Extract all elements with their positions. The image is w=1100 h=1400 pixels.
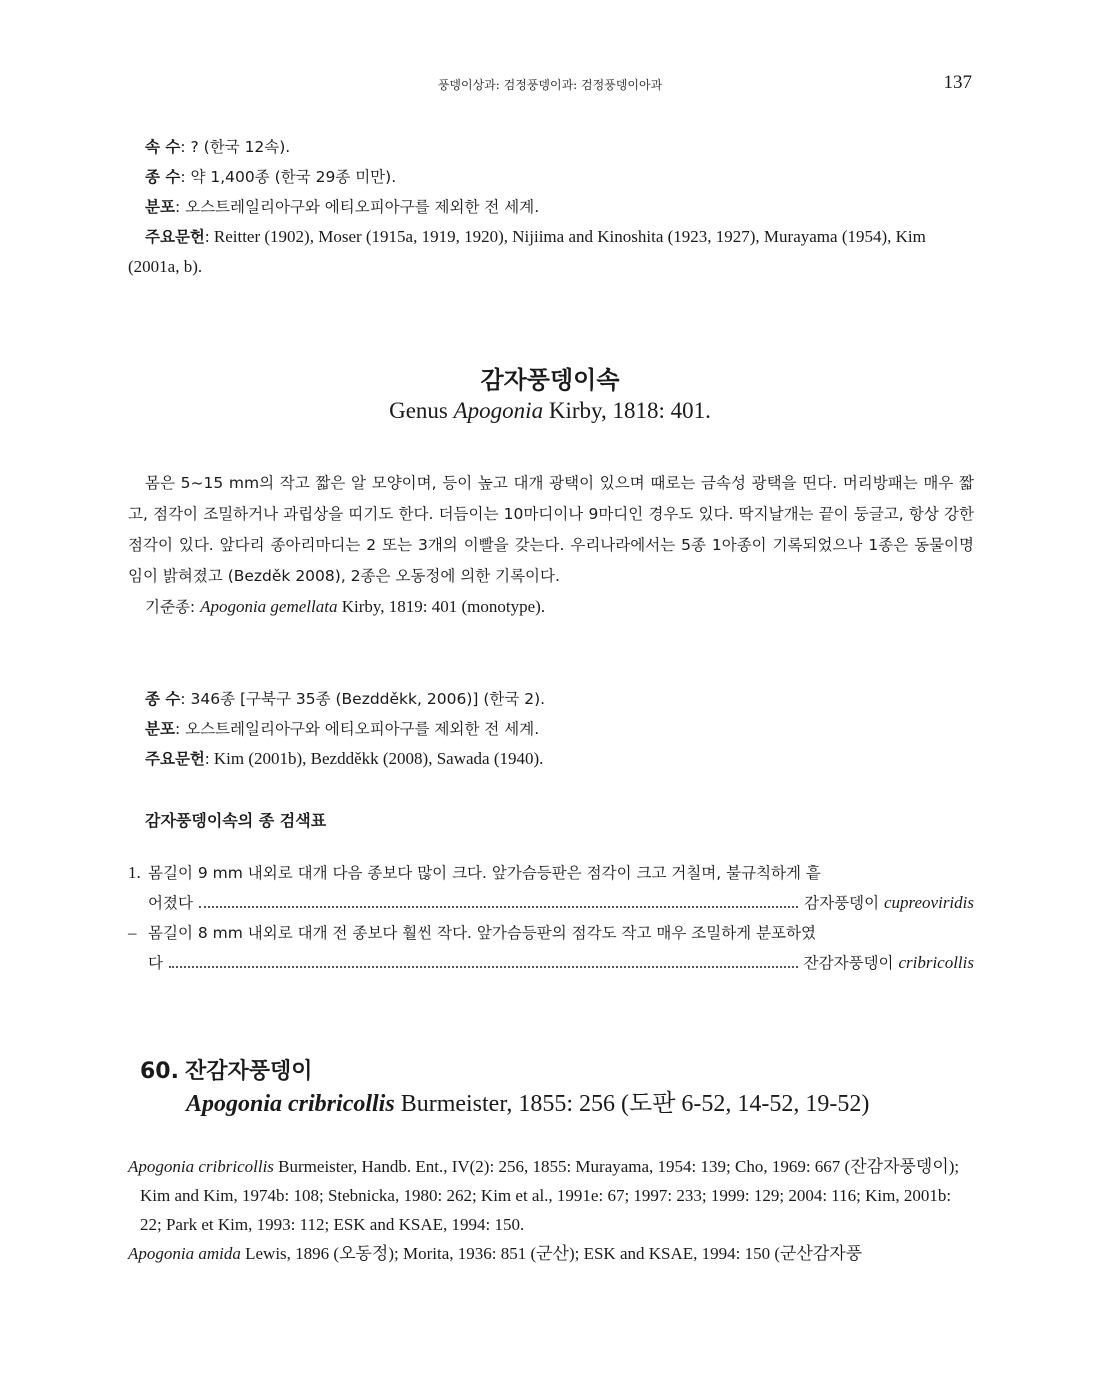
key-couplet-2: [128, 918, 974, 978]
genus-distribution-value: : 오스트레일리아구와 에티오피아구를 제외한 전 세계.: [174, 720, 540, 738]
genus-name: Apogonia: [453, 398, 544, 423]
page-number: 137: [943, 72, 972, 93]
synonym-name: Apogonia cribricollis: [128, 1157, 274, 1176]
key-mark: –: [128, 923, 137, 942]
genus-title-prefix: Genus: [389, 398, 454, 423]
species-count-label: 종 수: [145, 168, 181, 186]
synonymy-entry: [128, 1152, 974, 1239]
genus-references-line: [128, 744, 974, 774]
genus-references-value: : Kim (2001b), Bezdděkk (2008), Sawada (1940).: [204, 749, 544, 768]
synonym-name: Apogonia amida: [128, 1244, 241, 1263]
genus-distribution-line: [128, 714, 974, 744]
key-couplet-1: [128, 858, 974, 918]
genus-description: 몸은 5~15 mm의 작고 짧은 알 모양이며, 등이 높고 대개 광택이 있으며 때로는 금속성 광택을 띤다. 머리방패는 매우 짧고, 점각이 조밀하거나 과립상을 띠기도 한다. 더듬이는 10마디이나 9마디인 경우도 있다. 딱지날개는 끝이 둥글고, 항상 강한 점각이 있다. 앞다리 종아리마디는 2 또는 3개의 이빨을 갖는다. 우리나라에서는 5종 1아종이 기록되었으나 1종은 동물이명임이 밝혀졌고 (Bezděk 2008), 2종은 오동정에 의한 기록이다.: [128, 474, 974, 585]
family-info: [128, 132, 974, 282]
key-result: [804, 948, 974, 978]
key-text-cont: 어졌다: [148, 894, 193, 912]
synonym-text: Lewis, 1896 (오동정); Morita, 1936: 851 (군산); ESK and KSAE, 1994: 150 (군산감자풍: [240, 1244, 863, 1263]
genus-info: [128, 684, 974, 774]
type-species-name: Apogonia gemellata: [200, 597, 338, 616]
species-heading-line1: [140, 1055, 869, 1088]
distribution-value: : 오스트레일리아구와 에티오피아구를 제외한 전 세계.: [174, 198, 540, 216]
genus-title-suffix: Kirby, 1818: 401.: [543, 398, 711, 423]
species-key: [128, 806, 974, 978]
synonymy-list: [128, 1152, 974, 1268]
key-result-latin: cupreoviridis: [883, 893, 974, 912]
species-count-value: : 약 1,400종 (한국 29종 미만).: [180, 168, 397, 186]
key-mark: 1.: [128, 863, 141, 882]
key-leader: [148, 948, 974, 978]
type-species-prefix: 기준종:: [145, 598, 201, 616]
key-text: 몸길이 9 mm 내외로 대개 다음 종보다 많이 크다. 앞가슴등판은 점각이 크고 거칠며, 불규칙하게 흩: [148, 864, 821, 882]
key-leader: [148, 888, 974, 918]
species-count-line: [128, 162, 974, 192]
leader-dots: [169, 965, 798, 968]
key-result: [804, 888, 974, 918]
key-heading: 감자풍뎅이속의 종 검색표: [145, 811, 327, 830]
genus-distribution-label: 분포: [145, 720, 175, 738]
genus-species-value: : 346종 [구북구 35종 (Bezdděkk, 2006)] (한국 2).: [180, 690, 546, 708]
species-name-latin: Apogonia cribricollis: [186, 1091, 395, 1117]
species-number: 60.: [140, 1059, 179, 1084]
genus-title-ko: 감자풍뎅이속: [480, 366, 620, 394]
genera-count-value: : ? (한국 12속).: [180, 138, 291, 156]
species-author: Burmeister, 1855: 256 (도판 6-52, 14-52, 19-52): [394, 1091, 870, 1117]
key-result-latin: cribricollis: [898, 953, 974, 972]
key-text: 몸길이 8 mm 내외로 대개 전 종보다 훨씬 작다. 앞가슴등판의 점각도 작고 매우 조밀하게 분포하였: [148, 924, 816, 942]
synonymy-entry: [128, 1239, 974, 1268]
genus-description-block: [128, 468, 974, 622]
key-result-ko: 잔감자풍뎅이: [803, 954, 899, 972]
distribution-label: 분포: [145, 198, 175, 216]
species-name-ko: 잔감자풍뎅이: [184, 1059, 313, 1084]
key-text-cont: 다: [148, 954, 163, 972]
type-species-line: [128, 592, 974, 622]
key-result-ko: 감자풍뎅이: [804, 894, 884, 912]
type-species-suffix: Kirby, 1819: 401 (monotype).: [337, 597, 546, 616]
leader-dots: [199, 905, 798, 908]
genus-species-label: 종 수: [145, 690, 181, 708]
synonym-text: Burmeister, Handb. Ent., IV(2): 256, 1855: Murayama, 1954: 139; Cho, 1969: 667 (잔감자풍뎅이); Kim and Kim, 1974b: 108; Stebnicka, 1980: 262; Kim et al., 1991e: 67; 1997: 233; 1999: 129; 2004: 116; Kim, 2001b: 22; Park et Kim, 1993: 112; ESK and KSAE, 1994: 150.: [140, 1157, 960, 1234]
genus-references-label: 주요문헌: [145, 750, 205, 768]
references-label: 주요문헌: [145, 228, 205, 246]
references-line: [128, 222, 974, 282]
running-head: 풍뎅이상과: 검정풍뎅이과: 검정풍뎅이아과: [437, 78, 663, 92]
species-heading: [140, 1055, 869, 1120]
genus-species-line: [128, 684, 974, 714]
references-value: : Reitter (1902), Moser (1915a, 1919, 1920), Nijiima and Kinoshita (1923, 1927), Murayama (1954), Kim (2001a, b).: [128, 227, 926, 276]
genera-count-line: [128, 132, 974, 162]
species-heading-line2: [140, 1088, 869, 1120]
genera-count-label: 속 수: [145, 138, 181, 156]
distribution-line: [128, 192, 974, 222]
genus-title-latin: [0, 398, 1100, 424]
